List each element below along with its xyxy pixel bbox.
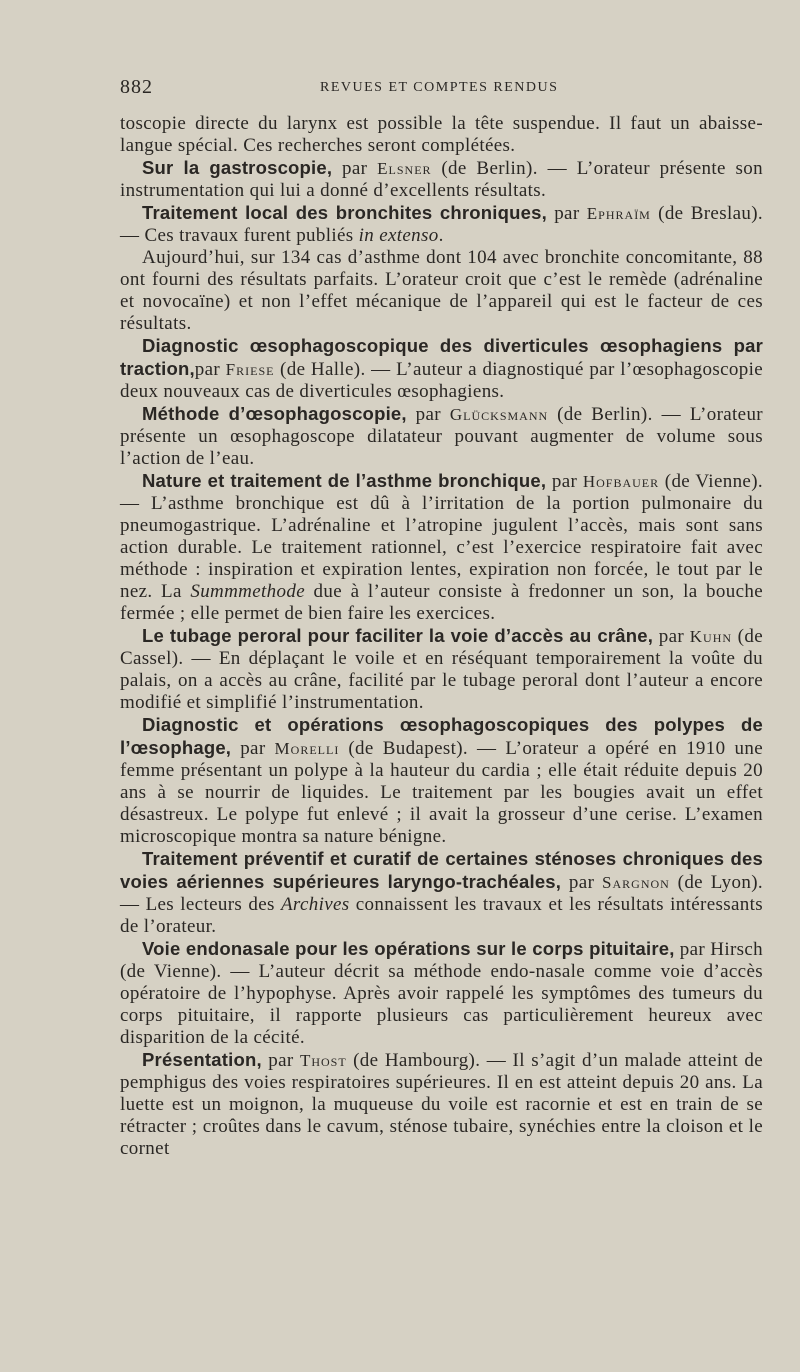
paragraph-text: . bbox=[438, 225, 444, 246]
paragraph bbox=[120, 202, 763, 247]
paragraph bbox=[120, 470, 763, 625]
section-heading: Le tubage peroral pour faciliter la voie d’accès au crâne, bbox=[142, 625, 654, 646]
page-number: 882 bbox=[120, 76, 153, 98]
paragraph bbox=[120, 403, 763, 470]
page-header bbox=[120, 76, 760, 102]
paragraph-text: par bbox=[231, 738, 275, 759]
author-name: Hofbauer bbox=[582, 472, 660, 491]
paragraph bbox=[120, 247, 763, 335]
section-heading: Voie endonasale pour les opérations sur le corps pituitaire, bbox=[142, 938, 675, 959]
paragraph bbox=[120, 625, 763, 714]
author-name: Thost bbox=[299, 1051, 347, 1070]
paragraph bbox=[120, 848, 763, 938]
paragraph-text: due à l’auteur consiste à fredonner un son, la bouche fermée ; elle permet de bien faire les exercices. bbox=[120, 581, 763, 624]
section-heading: Diagnostic et opérations œsophagoscopiques des polypes de l’œsophage, bbox=[120, 714, 763, 758]
article-body bbox=[120, 113, 763, 1160]
paragraph bbox=[120, 1049, 763, 1160]
paragraph-text: connaissent les travaux et les résultats intéressants de l’orateur. bbox=[120, 894, 763, 937]
section-heading: Sur la gastroscopie, bbox=[142, 157, 333, 178]
italic-text: Archives bbox=[280, 894, 350, 915]
paragraph-text: par bbox=[194, 359, 226, 380]
paragraph bbox=[120, 938, 763, 1049]
section-heading: Traitement préventif et curatif de certaines sténoses chroniques des voies aériennes supérieures laryngo-trachéales, bbox=[120, 848, 763, 892]
paragraph-text: (de Cassel). — En déplaçant le voile et en réséquant temporairement la voûte du palais, on a accès au crâne, facilité par le tubage peroral dont l’auteur a encore modifié et simplifié l’instrumentation. bbox=[120, 626, 763, 713]
paragraph bbox=[120, 335, 763, 403]
paragraph-text: (de Berlin). — L’orateur présente son instrumentation qui lui a donné d’excellents résultats. bbox=[120, 158, 764, 201]
paragraph bbox=[120, 714, 763, 848]
paragraph-text: par bbox=[332, 158, 378, 179]
author-name: Kuhn bbox=[689, 627, 733, 646]
author-name: Friese bbox=[225, 360, 275, 379]
author-name: Morelli bbox=[274, 739, 340, 758]
paragraph-text: (de Halle). — L’auteur a diagnostiqué par l’œsophagoscopie deux nouveaux cas de diverticules œsophagiens. bbox=[120, 359, 763, 402]
paragraph-text: (de Breslau). — Ces travaux furent publiés bbox=[120, 203, 764, 246]
running-title: REVUES ET COMPTES RENDUS bbox=[320, 80, 559, 95]
paragraph bbox=[120, 113, 763, 157]
paragraph-text: par bbox=[546, 203, 587, 224]
paragraph-text: Aujourd’hui, sur 134 cas d’asthme dont 104 avec bronchite concomitante, 88 ont fourni des résultats parfaits. L’orateur croit que c’est le remède (adrénaline et novocaïne) et non l’effet mécanique de l’appareil qui est le facteur de ces résultats. bbox=[120, 247, 763, 334]
paragraph-text: (de Budapest). — L’orateur a opéré en 1910 une femme présentant un polype à la hauteur du cardia ; elle était réduite depuis 20 ans à se nourrir de liquides. Le traitement par les bougies avait un effet désastreux. Le polype fut enlevé ; il avait la grosseur d’une cerise. L’examen microscopique montra sa nature bénigne. bbox=[120, 738, 763, 847]
author-name: Elsner bbox=[377, 159, 432, 178]
section-heading: Diagnostic œsophagoscopique des diverticules œsophagiens par traction, bbox=[120, 335, 763, 379]
italic-text: Summmethode bbox=[190, 581, 306, 602]
author-name: Sargnon bbox=[602, 873, 670, 892]
paragraph-text: (de Vienne). — L’asthme bronchique est dû à l’irritation de la portion pulmonaire du pneumogastrique. L’adrénaline et l’atropine jugulent l’accès, mais sont sans action durable. Le traitement rationnel, c’est l’exercice respiratoire fait avec méthode : inspiration et expiration lentes, expiration non forcée, le tout par le nez. La bbox=[120, 471, 763, 602]
paragraph-text: par Hirsch (de Vienne). — L’auteur décrit sa méthode endo-nasale comme voie d’accès opératoire de l’hypophyse. Après avoir rappelé les symptômes des tumeurs du corps pituitaire, il rapporte plusieurs cas particulièrement heureux avec disparition de la cécité. bbox=[120, 939, 764, 1048]
paragraph-text: (de Lyon). — Les lecteurs des bbox=[120, 872, 763, 915]
paragraph bbox=[120, 157, 763, 202]
paragraph-text: (de Hambourg). — Il s’agit d’un malade atteint de pemphigus des voies respiratoires supérieures. Il en est atteint depuis 20 ans. La luette est un moignon, la muqueuse du voile est racornie et est en train de se rétracter ; croûtes dans le cavum, sténose tubaire, synéchies entre la cloison et le cornet bbox=[120, 1050, 763, 1159]
paragraph-text: par bbox=[561, 872, 603, 893]
section-heading: Présentation, bbox=[142, 1049, 262, 1070]
paragraph-text: toscopie directe du larynx est possible la tête suspendue. Il faut un abaisse-langue spécial. Ces recherches seront complétées. bbox=[120, 113, 763, 156]
paragraph-text: par bbox=[653, 626, 690, 647]
paragraph-text: par bbox=[261, 1050, 300, 1071]
paragraph-text: par bbox=[406, 404, 450, 425]
paragraph-text: par bbox=[546, 471, 583, 492]
italic-text: in extenso bbox=[358, 225, 439, 246]
section-heading: Nature et traitement de l’asthme bronchique, bbox=[142, 470, 547, 491]
paragraph-text: (de Berlin). — L’orateur présente un œsophagoscope dilatateur pouvant augmenter de volume sous l’action de l’eau. bbox=[120, 404, 763, 469]
author-name: Ephraïm bbox=[586, 204, 651, 223]
section-heading: Traitement local des bronchites chroniques, bbox=[142, 202, 547, 223]
section-heading: Méthode d’œsophagoscopie, bbox=[142, 403, 407, 424]
author-name: Glücksmann bbox=[449, 405, 549, 424]
